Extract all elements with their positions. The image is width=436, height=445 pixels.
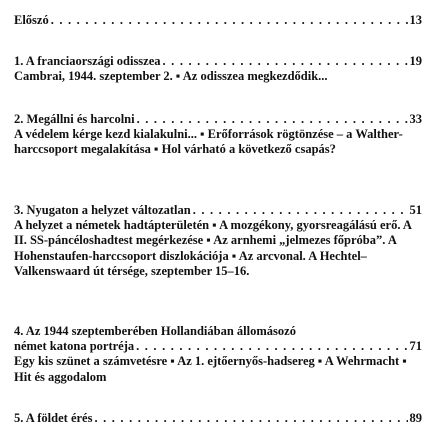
dot-leader — [136, 339, 407, 354]
toc-entry-title-line: 4. Az 1944 szeptemberében Hollandiában állomásozó — [14, 324, 296, 338]
toc-entry-title: 1. A franciaországi odisszea — [14, 54, 161, 68]
toc-entry-title: német katona portréja — [14, 339, 135, 354]
dot-leader — [94, 411, 407, 426]
dot-leader — [51, 13, 408, 28]
toc-entry-title: Előszó — [14, 13, 49, 27]
toc-page-number: 51 — [409, 203, 422, 217]
toc-entry-title: 3. Nyugaton a helyzet változatlan — [14, 203, 191, 217]
dot-leader — [193, 203, 408, 218]
toc-page-number: 33 — [409, 112, 422, 126]
dot-leader — [163, 54, 408, 69]
toc-entry-foreword[interactable] — [14, 13, 422, 28]
toc-entry-subtopics: A helyzet a németek hadtápterületén ▪ A mozgékony, gyorsreagálású erő. A II. SS-páncéloshadtest megérkezése ▪ Az arnhemi „jelmezes főpróba”. A Hohenstaufen-harccsoport diszlokációja ▪ Az arcvonal. A Hechtel–Valkenswaard út térsége, szeptember 15–16. — [14, 218, 412, 278]
toc-entry-chapter-1[interactable] — [14, 54, 422, 84]
toc-entry-subtopics: Cambrai, 1944. szeptember 2. ▪ Az odisszea megkezdődik... — [14, 69, 328, 84]
dot-leader — [137, 112, 408, 127]
toc-entry-subtopics: A védelem kérge kezd kialakulni... ▪ Erőforrások rögtönzése – a Walther-harccsoport megalakítása ▪ Hol várható a következő csapás? — [14, 127, 403, 157]
toc-page-number: 71 — [409, 339, 422, 354]
toc-entry-chapter-2[interactable] — [14, 112, 422, 158]
toc-entry-title: 2. Megállni és harcolni — [14, 112, 135, 126]
toc-entry-chapter-4[interactable] — [14, 324, 422, 385]
toc-entry-chapter-5[interactable] — [14, 411, 422, 426]
toc-page-number: 19 — [409, 54, 422, 68]
toc-entry-chapter-3[interactable] — [14, 203, 422, 279]
toc-page-number: 13 — [409, 13, 422, 27]
toc-entry-title: 5. A földet érés — [14, 411, 93, 425]
toc-page-number: 89 — [409, 411, 422, 425]
toc-entry-subtopics: Egy kis szünet a számvetésre ▪ Az 1. ejtőernyős-hadsereg ▪ A Wehrmacht ▪ Hit és aggodalom — [14, 354, 407, 384]
